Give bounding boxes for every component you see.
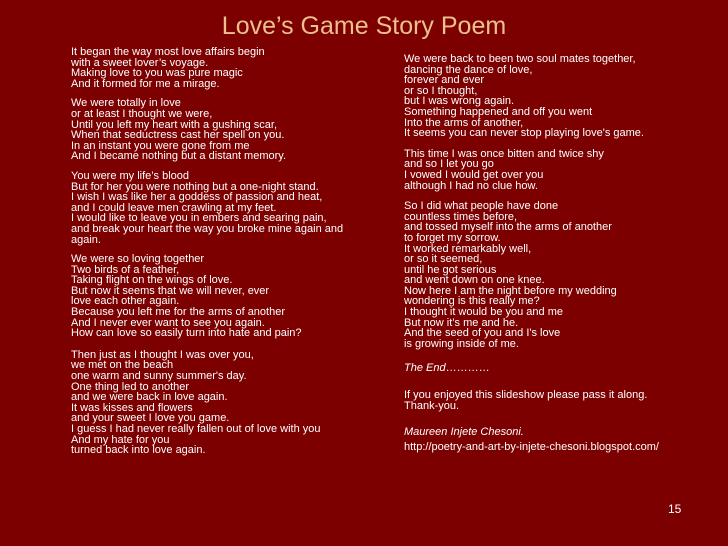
poem-line: You were my life’s blood [71,169,190,182]
poem-line: is growing inside of me. [404,337,519,350]
poem-line: to forget my sorrow. [404,231,501,244]
poem-line: It seems you can never stop playing love's game. [404,127,644,140]
poem-line: and break your heart the way you broke mine again and again. [71,222,344,246]
poem-line: I thought it would be you and me [404,306,563,319]
stanza-8 [404,201,704,349]
poem-line: But now it seems that we will never, ever [71,284,270,297]
poem-line: or so I thought, [404,84,478,97]
poem-line: But for her you were nothing but a one-night stand. [71,180,319,193]
poem-line: or at least I thought we were, [71,107,213,120]
poem-line: Because you left me for the arms of another [71,306,286,319]
poem-line: And it formed for me a mirage. [71,77,220,90]
poem-line: And my hate for you [71,433,170,446]
poem-line: It worked remarkably well, [404,242,532,255]
author-name: Maureen Injete Chesoni. [404,426,524,439]
poem-line: Then just as I thought I was over you, [71,348,254,361]
poem-line: with a sweet lover’s voyage. [71,56,209,69]
poem-left-column [71,47,371,456]
stanza-4 [71,254,371,339]
poem-line: but I was wrong again. [404,95,515,108]
share-note-line: Thank-you. [404,399,460,412]
poem-line: Taking flight on the wings of love. [71,274,233,287]
poem-line: Into the arms of another, [404,116,524,129]
page-number: 15 [668,502,682,516]
poem-line: And I never ever want to see you again. [71,316,265,329]
poem-line: Until you left my heart with a gushing scar, [71,118,278,131]
poem-right-column [404,54,704,452]
poem-line: This time I was once bitten and twice shy [404,147,604,160]
poem-line: countless times before, [404,210,518,223]
poem-line: And the seed of you and I's love [404,327,561,340]
share-note-line: If you enjoyed this slideshow please pass it along. [404,389,648,402]
stanza-7 [404,149,704,191]
poem-line: When that seductress cast her spell on you. [71,129,285,142]
poem-line: So I did what people have done [404,200,559,213]
poem-line: and tossed myself into the arms of another [404,221,612,234]
poem-line: until he got serious [404,263,497,276]
poem-line: and went down on one knee. [404,274,545,287]
poem-line: I would like to leave you in embers and searing pain, [71,212,327,225]
poem-line: In an instant you were gone from me [71,139,250,152]
poem-line: and your sweet I love you game. [71,412,230,425]
poem-line: It began the way most love affairs begin [71,46,265,58]
poem-line: We were so loving together [71,253,205,266]
stanza-2 [71,98,371,162]
poem-line: I vowed I would get over you [404,168,544,181]
poem-line: Making love to you was pure magic [71,67,243,80]
stanza-1 [71,47,371,89]
poem-line: we met on the beach [71,359,174,372]
poem-line: Two birds of a feather, [71,263,180,276]
slide-title: Love’s Game Story Poem [221,12,507,40]
the-end [404,363,704,374]
poem-line: Something happened and off you went [404,105,593,118]
poem-line: love each other again. [71,295,180,308]
poem-line: Now here I am the night before my wedding [404,284,617,297]
poem-line: and so I let you go [404,158,494,171]
poem-line: forever and ever [404,74,485,87]
blog-link[interactable]: http://poetry-and-art-by-injete-chesoni.blogspot.com/ [404,440,659,453]
poem-line: turned back into love again. [71,444,206,457]
stanza-3 [71,171,371,245]
poem-line: But now it’s me and he. [404,316,519,329]
poem-line: We were totally in love [71,97,181,110]
poem-line: How can love so easily turn into hate and pain? [71,327,302,340]
stanza-6 [404,54,704,139]
poem-line: although I had no clue how. [404,179,538,192]
stanza-5 [71,350,371,456]
poem-line: And I became nothing but a distant memory. [71,150,287,163]
the-end-label: The End [404,362,446,375]
share-note [404,390,704,411]
poem-line: It was kisses and flowers [71,401,193,414]
poem-line: and I could leave men crawling at my feet. [71,201,277,214]
poem-line: dancing the dance of love, [404,63,533,76]
poem-line: I guess I had never really fallen out of love with you [71,423,321,435]
poem-line: We were back to been two soul mates together, [404,53,636,65]
the-end-dots: ………… [445,362,490,375]
poem-line: One thing led to another [71,380,190,393]
poem-line: I wish I was like her a goddess of passion and heat, [71,191,323,204]
poem-line: wondering is this really me? [404,295,540,308]
poem-line: one warm and sunny summer's day. [71,370,247,383]
poem-line: and we were back in love again. [71,391,228,404]
poem-line: or so it seemed, [404,253,483,266]
